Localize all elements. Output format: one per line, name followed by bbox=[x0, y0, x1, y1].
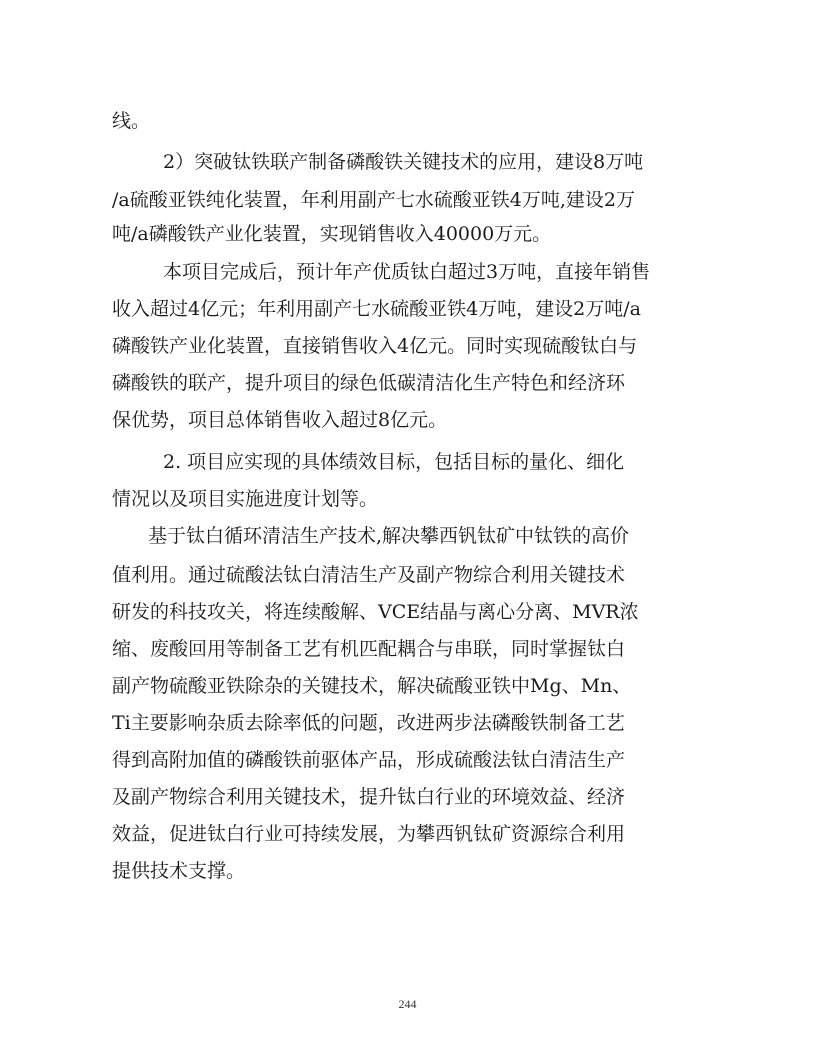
text-line: 本项目完成后，预计年产优质钛白超过3万吨，直接年销售 bbox=[163, 261, 651, 283]
text-line: 线。 bbox=[112, 110, 151, 132]
text-line: 2）突破钛铁联产制备磷酸铁关键技术的应用，建设8万吨 bbox=[163, 151, 644, 173]
text-line: 及副产物综合利用关键技术，提升钛白行业的环境效益、经济 bbox=[112, 786, 626, 808]
text-line: 保优势，项目总体销售收入超过8亿元。 bbox=[112, 409, 448, 431]
text-line: /a硫酸亚铁纯化装置，年利用副产七水硫酸亚铁4万吨,建设2万 bbox=[112, 189, 635, 211]
text-line: 情况以及项目实施进度计划等。 bbox=[112, 488, 379, 510]
text-line: 值利用。通过硫酸法钛白清洁生产及副产物综合利用关键技术 bbox=[112, 564, 626, 586]
text-line: 磷酸铁产业化装置，直接销售收入4亿元。同时实现硫酸钛白与 bbox=[112, 335, 638, 357]
text-line: 基于钛白循环清洁生产技术,解决攀西钒钛矿中钛铁的高价 bbox=[148, 525, 630, 547]
text-line: 磷酸铁的联产，提升项目的绿色低碳清洁化生产特色和经济环 bbox=[112, 372, 626, 394]
text-line: 收入超过4亿元；年利用副产七水硫酸亚铁4万吨，建设2万吨/a bbox=[112, 298, 641, 320]
text-line: 研发的科技攻关，将连续酸解、VCE结晶与离心分离、MVR浓 bbox=[112, 601, 639, 623]
text-line: 副产物硫酸亚铁除杂的关键技术，解决硫酸亚铁中Mg、Mn、 bbox=[112, 675, 632, 697]
text-line: 得到高附加值的磷酸铁前驱体产品，形成硫酸法钛白清洁生产 bbox=[112, 749, 626, 771]
text-line: 吨/a磷酸铁产业化装置，实现销售收入40000万元。 bbox=[112, 223, 552, 245]
text-line: 提供技术支撑。 bbox=[112, 860, 246, 882]
text-line: 效益，促进钛白行业可持续发展，为攀西钒钛矿资源综合利用 bbox=[112, 823, 626, 845]
text-line: Ti主要影响杂质去除率低的问题，改进两步法磷酸铁制备工艺 bbox=[112, 712, 625, 734]
text-line: 2. 项目应实现的具体绩效目标，包括目标的量化、细化 bbox=[163, 451, 625, 473]
text-line: 缩、废酸回用等制备工艺有机匹配耦合与串联，同时掌握钛白 bbox=[112, 638, 626, 660]
page-number: 244 bbox=[398, 997, 417, 1011]
